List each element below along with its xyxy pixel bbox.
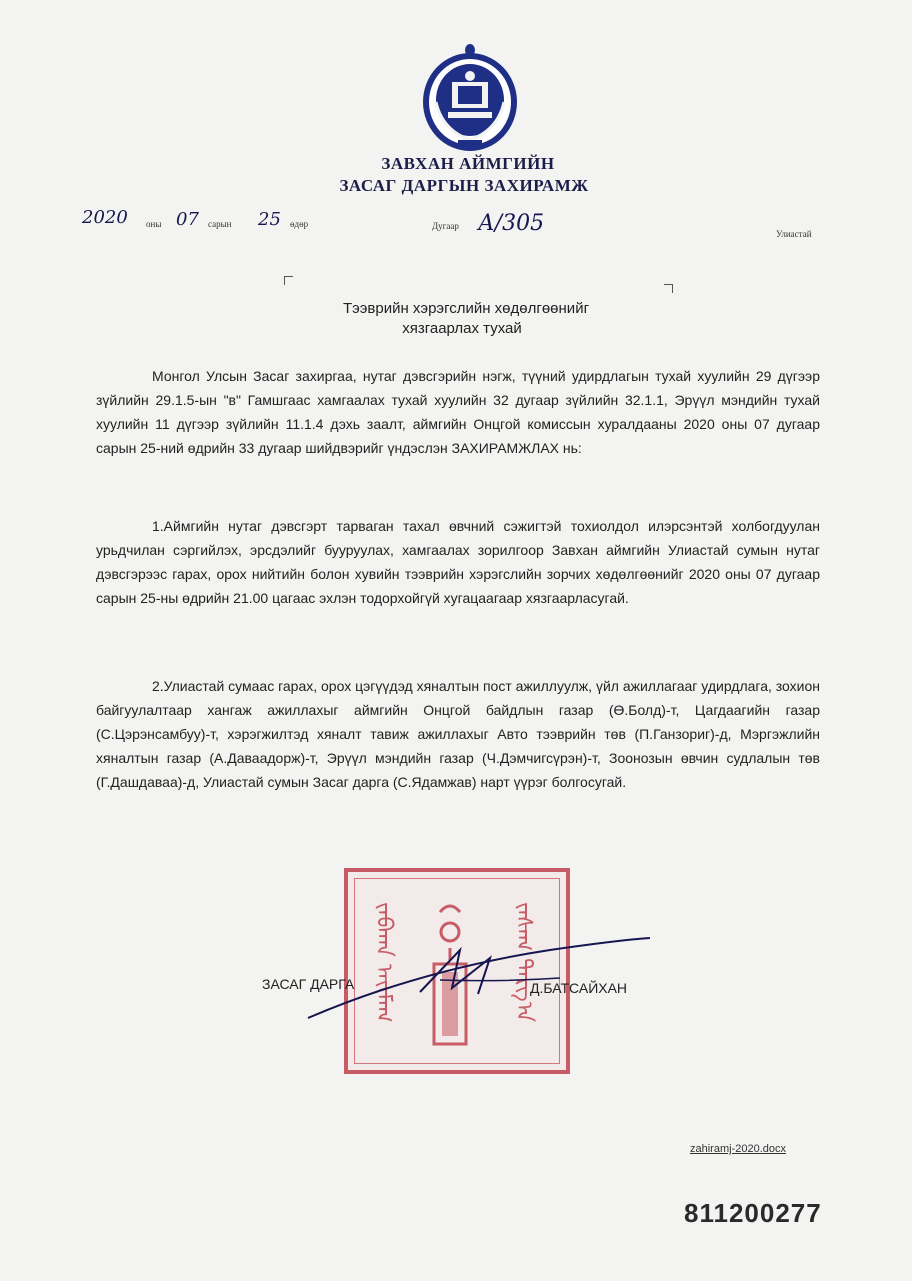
number-label: Дугаар [432, 221, 459, 231]
day-handwritten: 25 [258, 209, 281, 230]
document-title-line2: хязгаарлах тухай [402, 320, 522, 337]
header-line-decree: ЗАСАГ ДАРГЫН ЗАХИРАМЖ [339, 176, 589, 195]
item2-paragraph [96, 674, 820, 794]
preamble-text: Монгол Улсын Засаг захиргаа, нутаг дэвсгэрийн нэгж, түүний удирдлагын тухай хуулийн 29 дүгээр зүйлийн 29.1.5-ын "в" Гамшгаас хамгаалах тухай хуулийн 32 дугаар зүйлийн 32.1.1, Эрүүл мэндийн тухай хуулийн 11 дүгээр зүйлийн 11.1.4 дэхь заалт, аймгийн Онцгой комиссын хуралдааны 2020 оны 07 дугаар сарын 25-ний өдрийн 33 дугаар шийдвэрийг үндэслэн ЗАХИРАМЖЛАХ нь: [96, 368, 820, 456]
item1-paragraph [96, 514, 820, 610]
handwritten-signature-icon [300, 930, 660, 1026]
year-handwritten: 2020 [82, 207, 128, 228]
title-corner-right [664, 284, 673, 293]
month-label: сарын [208, 219, 232, 229]
month-handwritten: 07 [176, 209, 199, 230]
item1-text: 1.Аймгийн нутаг дэвсгэрт тарваган тахал өвчний сэжигтэй тохиолдол илэрсэнтэй холбогдуулан урьдчилан сэргийлэх, эрсдэлийг бууруулах, хамгаалах зорилгоор Завхан аймгийн Улиастай сумын нутаг дэвсгэрээс гарах, орох нийтийн болон хувийн тээврийн хэрэгслийн зорчих хөдөлгөөнийг 2020 оны 07 дугаар сарын 25-ны өдрийн 21.00 цагаас эхлэн тодорхойгүй хугацаагаар хязгаарласугай. [96, 518, 820, 606]
header-line-aimag: ЗАВХАН АЙМГИЙН [381, 154, 555, 173]
item2-text: 2.Улиастай сумаас гарах, орох цэгүүдэд хяналтын пост ажиллуулж, үйл ажиллагааг удирдлага, зохион байгуулалтаар хангаж ажиллахыг аймгийн Онцгой байдлын газар (Ө.Болд)-т, Цагдаагийн газар (С.Цэрэнсамбуу)-т, хэрэгжилтэд хяналт тавиж ажиллахыг Авто тээврийн төв (П.Ганзориг)-д, Мэргэжлийн хяналтын газар (А.Даваадорж)-т, Эрүүл мэндийн газар (Ч.Дэмчигсүрэн)-т, Зоонозын өвчин судлалын төв (Г.Дашдаваа)-д, Улиастай сумын Засаг дарга (С.Ядамжав) нарт үүрэг болгосугай. [96, 678, 821, 790]
serial-number: 811200277 [684, 1198, 822, 1228]
document-title-line1: Тээврийн хэрэгслийн хөдөлгөөнийг [342, 300, 590, 317]
state-emblem-icon [422, 42, 518, 154]
signatory-name: Д.БАТСАЙХАН [530, 980, 628, 996]
signatory-role: ЗАСАГ ДАРГА [262, 976, 355, 992]
decree-meta [0, 205, 912, 255]
seal-script-left: ᠵᠠᠪᠬᠠᠨ ᠠᠢᠮᠠᠭ [371, 902, 396, 1023]
seal-script-right: ᠵᠠᠰᠠᠭ ᠳᠠᠷᠭ᠎ᠠ [511, 902, 536, 1023]
title-corner-left [284, 276, 293, 285]
source-filename: zahiramj-2020.docx [690, 1143, 786, 1155]
place-label: Улиастай [776, 229, 812, 239]
number-handwritten: А/305 [478, 211, 545, 236]
day-label: өдөр [290, 219, 309, 229]
year-label: оны [146, 219, 162, 229]
preamble-paragraph [96, 364, 820, 460]
